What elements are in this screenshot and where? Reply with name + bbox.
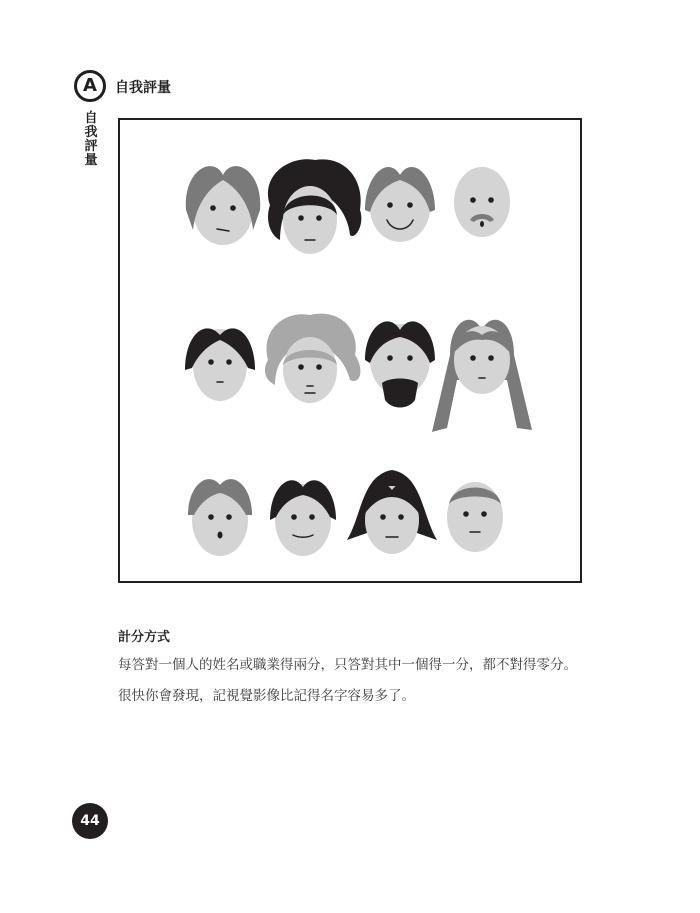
- face-6: [265, 314, 361, 403]
- face-2: [268, 159, 361, 254]
- section-badge-letter: A: [83, 75, 97, 96]
- face-5: [185, 328, 255, 401]
- page-number: 44: [72, 803, 108, 839]
- face-10: [270, 480, 336, 556]
- face-11: [347, 470, 437, 554]
- scoring-text: 每答對一個人的姓名或職業得兩分，只答對其中一個得一分，都不對得零分。很快你會發現，記視覺影像比記得名字容易多了。: [118, 657, 577, 704]
- face-8: [432, 320, 532, 432]
- face-12: [447, 482, 503, 552]
- section-badge: [74, 70, 106, 102]
- face-9: [188, 479, 252, 556]
- face-7: [365, 321, 435, 407]
- faces-figure-frame: [118, 118, 582, 583]
- scoring-title: 計分方式: [118, 630, 171, 645]
- face-1: [186, 166, 260, 245]
- section-title: 自我評量: [115, 80, 171, 96]
- face-4: [454, 167, 510, 237]
- side-label: 自我評量: [84, 111, 98, 168]
- face-3: [365, 167, 435, 242]
- faces-illustration: [120, 120, 580, 581]
